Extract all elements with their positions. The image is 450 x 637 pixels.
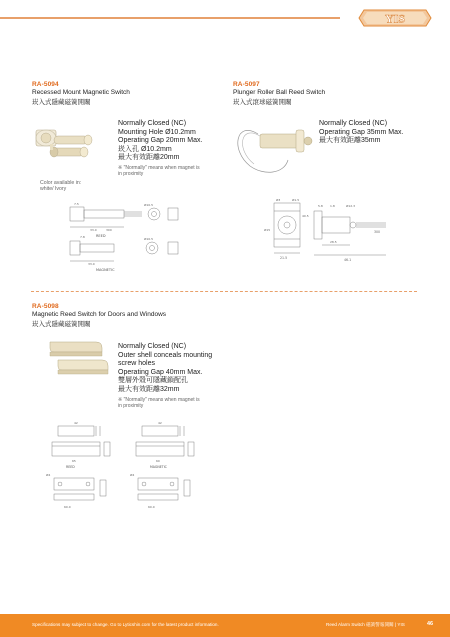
spec-item: Operating Gap 20mm Max.: [118, 137, 203, 145]
svg-text:Ø12.3: Ø12.3: [346, 204, 356, 208]
svg-text:Ø3: Ø3: [276, 198, 281, 202]
color-note: [40, 180, 81, 193]
spec-list: [319, 120, 403, 146]
color-note-line: Color available in:: [40, 180, 82, 186]
drawing-label-reed: REED: [96, 234, 106, 238]
product-name-en: Magnetic Reed Switch for Doors and Windows: [32, 311, 167, 318]
spec-list: [118, 120, 202, 163]
svg-text:7.8: 7.8: [80, 235, 85, 239]
footer-section-title: Reed Alarm Switch 磁簧警報開關 | YIS: [326, 622, 405, 627]
logo-text: YIS: [384, 11, 406, 26]
spec-list: [118, 343, 212, 395]
svg-text:Ø1.5: Ø1.5: [292, 198, 300, 202]
svg-text:Ø10.5: Ø10.5: [144, 203, 154, 207]
drawing-label-magnetic: MAGNETIC: [150, 465, 167, 469]
section-divider: [31, 291, 417, 292]
svg-text:Ø15: Ø15: [264, 228, 271, 232]
svg-text:42: 42: [74, 421, 78, 425]
spec-item: Operating Gap 35mm Max.: [319, 128, 404, 136]
svg-text:60.0: 60.0: [64, 505, 71, 509]
svg-text:Ø4: Ø4: [130, 473, 135, 477]
dim-46-1: 46.1: [344, 258, 352, 262]
spec-item: 最大有效距離20mm: [118, 154, 180, 162]
product-photo-ra5097: [228, 110, 318, 180]
svg-text:28.5: 28.5: [330, 240, 337, 244]
svg-text:33.0: 33.0: [90, 228, 97, 232]
product-code: RA-5094: [32, 81, 59, 88]
page-header: [0, 0, 450, 24]
svg-text:60: 60: [156, 459, 160, 463]
product-code: RA-5098: [32, 303, 59, 310]
dim-21-5: 21.5: [280, 256, 288, 260]
dim-300: 300: [374, 230, 381, 234]
page-number: 46: [427, 621, 434, 627]
svg-text:Ø10.5: Ø10.5: [144, 237, 154, 241]
product-name-en: Plunger Roller Ball Reed Switch: [233, 89, 326, 96]
product-name-zh: 崁入式隱藏磁簧開關: [32, 321, 91, 328]
spec-item: Operating Gap 40mm Max.: [118, 368, 203, 376]
product-photo-ra5094: [34, 124, 102, 170]
spec-item: 最大有效距離35mm: [319, 137, 381, 145]
note-line: ※ "Normally" means when magnet is: [118, 165, 200, 171]
svg-text:60.0: 60.0: [148, 505, 155, 509]
svg-text:Ø4: Ø4: [46, 473, 51, 477]
spec-item: Mounting Hole Ø10.2mm: [118, 128, 196, 136]
technical-drawing-ra5098: [46, 420, 216, 518]
svg-text:65: 65: [72, 459, 76, 463]
technical-drawing-ra5097: [262, 193, 402, 263]
spec-item: 最大有效距離32mm: [118, 385, 180, 393]
header-rule: [0, 17, 340, 19]
product-photo-ra5098: [44, 334, 112, 380]
drawing-label-reed: REED: [66, 465, 75, 469]
spec-item: Normally Closed (NC): [319, 120, 388, 127]
footer-disclaimer: Specifications may subject to change. Go to Lyticshin.com for the latest product information.: [32, 622, 219, 627]
svg-text:1.8: 1.8: [330, 204, 335, 208]
spec-item: Outer shell conceals mounting: [118, 351, 213, 359]
svg-text:33.0: 33.0: [88, 262, 95, 266]
spec-item: Normally Closed (NC): [118, 343, 187, 350]
svg-text:300: 300: [106, 228, 112, 232]
spec-item: 崁入孔 Ø10.2mm: [118, 145, 172, 153]
product-name-en: Recessed Mount Magnetic Switch: [32, 89, 130, 96]
product-code: RA-5097: [233, 81, 260, 88]
color-note-line: white/ Ivory: [40, 186, 67, 193]
drawing-label-magnetic: MAGNETIC: [96, 268, 115, 272]
product-name-zh: 崁入式滾球磁簧開關: [233, 99, 292, 106]
technical-drawing-ra5094: [60, 197, 185, 275]
note-line: in proximity: [118, 171, 144, 178]
normally-note: [118, 397, 200, 409]
product-name-zh: 崁入式隱藏磁簧開關: [32, 99, 91, 106]
svg-text:42: 42: [158, 421, 162, 425]
svg-text:40.5: 40.5: [302, 214, 309, 218]
note-line: in proximity: [118, 403, 144, 410]
normally-note: [118, 165, 200, 177]
svg-text:7.5: 7.5: [74, 202, 79, 206]
note-line: ※ "Normally" means when magnet is: [118, 397, 200, 403]
spec-item: 雙層外殼可隱藏鎖配孔: [118, 377, 188, 385]
svg-text:5.8: 5.8: [318, 204, 323, 208]
spec-item: Normally Closed (NC): [118, 120, 187, 127]
spec-item: screw holes: [118, 360, 155, 368]
yis-logo: [358, 7, 432, 29]
